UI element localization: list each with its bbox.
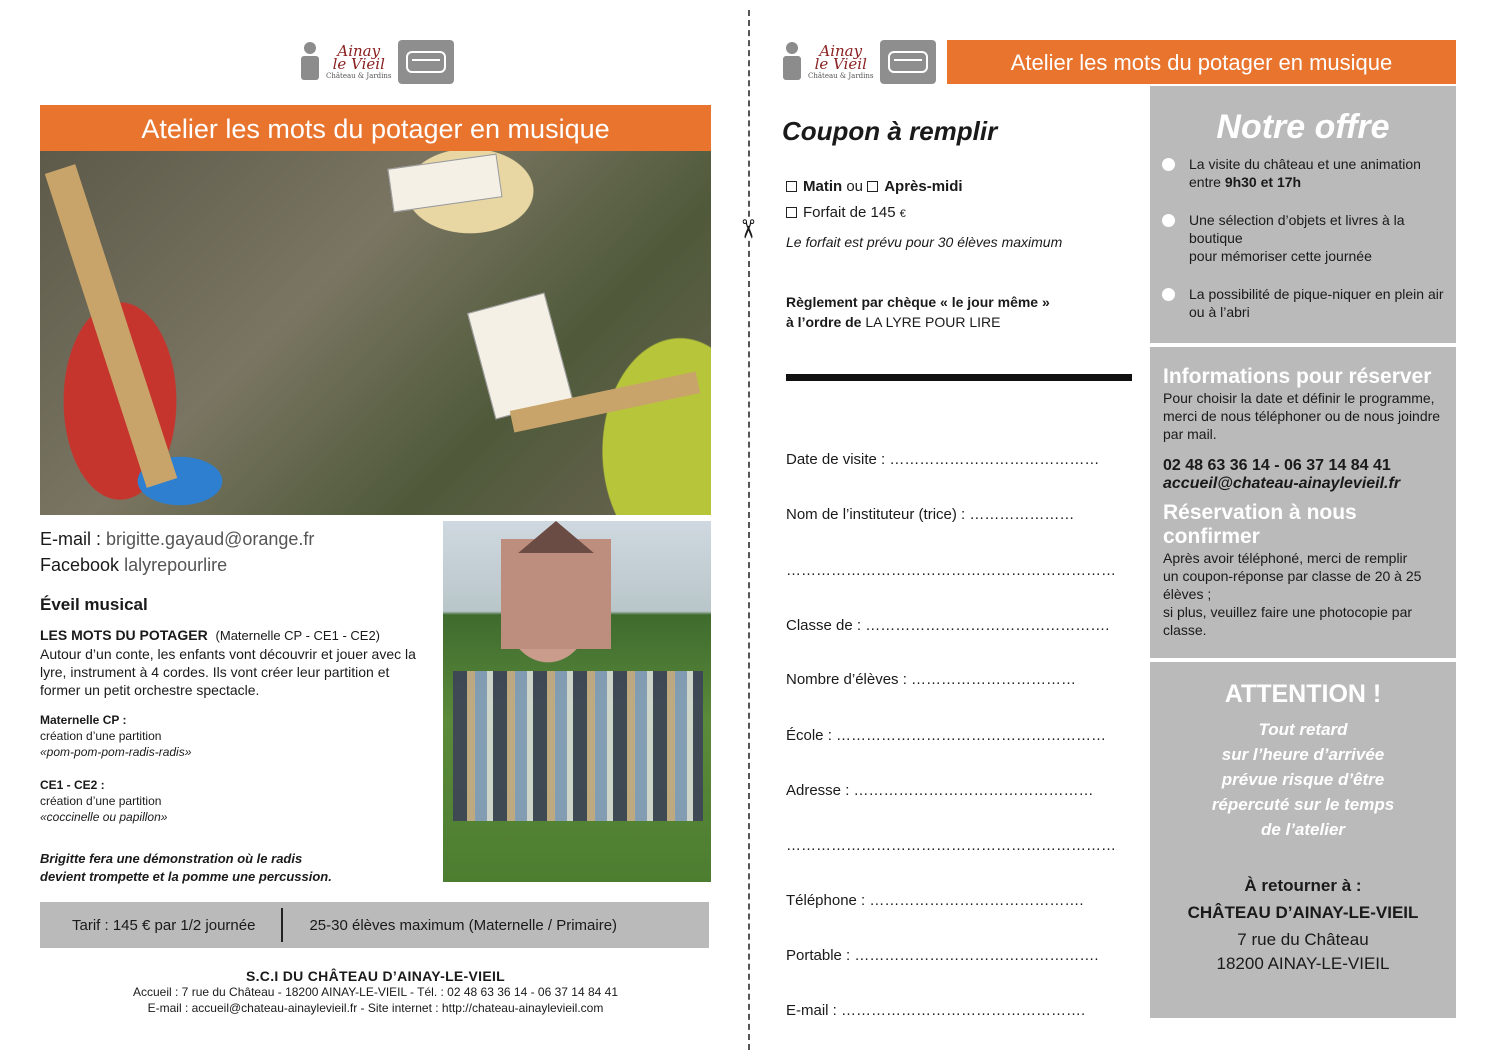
b2-a: Une sélection d’objets et livres à la boutique <box>1189 212 1405 246</box>
logo-figure-icon <box>300 42 320 82</box>
castle-icon <box>880 40 936 84</box>
field-date[interactable]: Date de visite : …………………………………… <box>786 451 1100 468</box>
logo-line2: le Vieil <box>332 55 385 74</box>
castle-icon <box>398 40 454 84</box>
field-nombre-eleves[interactable]: Nombre d’élèves : …………………………… <box>786 671 1077 688</box>
scissors-icon: ✂ <box>732 218 763 240</box>
logo-sub: Château & Jardins <box>808 71 874 80</box>
apres-midi-checkbox[interactable] <box>867 181 878 192</box>
facebook-label: Facebook <box>40 555 120 575</box>
b3-a: La possibilité de pique-niquer en plein air <box>1189 286 1444 302</box>
reglement-label: Règlement par chèque <box>786 294 937 310</box>
return-addr2: 18200 AINAY-LE-VIEIL <box>1216 954 1390 973</box>
mat-title: Maternelle CP : <box>40 713 127 727</box>
email-link[interactable]: brigitte.gayaud@orange.fr <box>106 529 315 549</box>
b3-b: ou à l’abri <box>1189 304 1250 320</box>
field-adresse[interactable]: Adresse : ………………………………………… <box>786 782 1094 799</box>
offer-item-boutique <box>1162 211 1456 265</box>
coupon-title: Coupon à remplir <box>782 116 998 146</box>
return-title: À retourner à : <box>1244 876 1362 895</box>
field-portable[interactable]: Portable : …………………………………………. <box>786 947 1099 964</box>
reservation-text <box>1163 549 1446 639</box>
field-adresse-cont[interactable]: ………………………………………………………… <box>786 837 1116 854</box>
return-name: CHÂTEAU D’AINAY-LE-VIEIL <box>1187 903 1419 922</box>
res-line2: un coupon-réponse par classe de 20 à 25 élèves ; <box>1163 568 1422 602</box>
apres-midi-label: Après-midi <box>884 178 963 195</box>
logo-text <box>808 41 874 80</box>
offer-panel <box>1150 86 1456 343</box>
forfait-label: Forfait de 145 <box>803 204 896 221</box>
children-group <box>453 671 703 821</box>
castle-tower <box>501 539 611 649</box>
b1-a: La visite du château et une animation <box>1189 156 1421 172</box>
logo-line2: le Vieil <box>814 55 867 74</box>
lyre-wood <box>45 164 177 488</box>
res-line1: Après avoir téléphoné, merci de remplir <box>1163 550 1408 566</box>
tarif-text: Tarif : 145 € par 1/2 journée <box>72 916 256 934</box>
info-text: Pour choisir la date et définir le programme, merci de nous téléphoner ou de nous joindre par mail. <box>1163 390 1441 442</box>
footer-line1: Accueil : 7 rue du Château - 18200 AINAY-LE-VIEIL - Tél. : 02 48 63 36 14 - 06 37 14 84 41 <box>133 985 618 999</box>
email-label: E-mail : <box>40 529 102 549</box>
demo-block <box>40 850 332 886</box>
offer-item-visite <box>1162 155 1456 191</box>
forfait-note: Le forfait est prévu pour 30 élèves maximum <box>786 234 1063 250</box>
attention-panel <box>1150 662 1456 1018</box>
coupon-banner: Atelier les mots du potager en musique <box>947 40 1456 84</box>
footer-line2: E-mail : accueil@chateau-ainaylevieil.fr - Site internet : http://chateau-ainaylevieil.com <box>147 1001 604 1015</box>
b2-b: pour mémoriser cette journée <box>1189 248 1372 264</box>
ce-block <box>40 777 167 825</box>
reglement-jour: « le jour même » <box>940 294 1050 310</box>
bullet-icon <box>1162 288 1175 301</box>
field-instituteur[interactable]: Nom de l’instituteur (trice) : ………………… <box>786 506 1075 523</box>
field-email[interactable]: E-mail : …………………………………………. <box>786 1002 1086 1019</box>
logo-left <box>300 40 454 84</box>
program-desc: Autour d’un conte, les enfants vont découvrir et jouer avec la lyre, instrument à 4 cordes. Ils vont créer leur partition et former un petit orchestre spectacle. <box>40 646 416 698</box>
att-line3: prévue risque d’être <box>1221 770 1385 789</box>
cut-line <box>748 10 750 1050</box>
reservation-title: Réservation à nous confirmer <box>1163 501 1357 548</box>
maternelle-block <box>40 712 191 760</box>
ou-label: ou <box>846 178 864 195</box>
return-address <box>1150 872 1456 975</box>
demo-line1: Brigitte fera une démonstration où le radis <box>40 851 303 866</box>
info-panel <box>1150 347 1456 658</box>
logo-line1: Ainay <box>819 41 863 60</box>
facebook-link[interactable]: lalyrepourlire <box>124 555 228 575</box>
mat-line: création d’une partition <box>40 729 162 743</box>
demo-line2: devient trompette et la pomme une percussion. <box>40 869 332 884</box>
att-line2: sur l’heure d’arrivée <box>1221 745 1385 764</box>
castle-photo <box>443 521 711 882</box>
ordre-label: à l’ordre de <box>786 314 862 330</box>
footer <box>40 968 711 1016</box>
coupon-rule <box>786 374 1132 381</box>
matin-label: Matin <box>803 178 843 195</box>
return-addr1: 7 rue du Château <box>1237 930 1369 949</box>
field-classe[interactable]: Classe de : …………………………………………. <box>786 617 1110 634</box>
logo-right <box>782 40 936 84</box>
attention-text <box>1150 717 1456 842</box>
logo-figure-icon <box>782 42 802 82</box>
coupon-options <box>786 174 1062 255</box>
field-ecole[interactable]: École : ……………………………………………… <box>786 727 1107 744</box>
bullet-icon <box>1162 158 1175 171</box>
forfait-unit: € <box>899 208 906 220</box>
att-line4: répercuté sur le temps <box>1211 795 1395 814</box>
contact-block <box>40 526 314 578</box>
phone-numbers[interactable]: 02 48 63 36 14 - 06 37 14 84 41 <box>1163 457 1391 474</box>
left-banner: Atelier les mots du potager en musique <box>40 105 711 151</box>
ce-line: création d’une partition <box>40 794 162 808</box>
logo-text <box>326 41 392 80</box>
field-instituteur-cont[interactable]: ………………………………………………………… <box>786 562 1116 579</box>
reglement-block <box>786 292 1050 332</box>
offer-title: Notre offre <box>1216 108 1390 146</box>
attention-title: ATTENTION ! <box>1224 680 1382 708</box>
ce-title: CE1 - CE2 : <box>40 778 105 792</box>
mat-song: «pom-pom-pom-radis-radis» <box>40 745 192 759</box>
res-line3: si plus, veuillez faire une photocopie par classe. <box>1163 604 1413 638</box>
b1-c: 9h30 et 17h <box>1224 174 1302 190</box>
offer-item-pique-nique <box>1162 285 1456 321</box>
logo-sub: Château & Jardins <box>326 71 392 80</box>
contact-email[interactable]: accueil@chateau-ainaylevieil.fr <box>1163 475 1401 492</box>
children-lyre-photo <box>40 151 711 515</box>
section-title: Éveil musical <box>40 595 148 614</box>
program-levels: (Maternelle CP - CE1 - CE2) <box>215 628 381 643</box>
bullet-icon <box>1162 214 1175 227</box>
logo-line1: Ainay <box>337 41 381 60</box>
footer-title: S.C.I DU CHÂTEAU D’AINAY-LE-VIEIL <box>245 968 506 984</box>
butterfly-card <box>387 154 502 213</box>
program-title: LES MOTS DU POTAGER <box>40 627 208 643</box>
program-block <box>40 626 432 699</box>
att-line1: Tout retard <box>1258 720 1348 739</box>
tarif-bar <box>40 902 709 948</box>
eleves-text: 25-30 élèves maximum (Maternelle / Primaire) <box>309 916 618 934</box>
ordre-value: LA LYRE POUR LIRE <box>865 314 1001 330</box>
forfait-checkbox[interactable] <box>786 207 797 218</box>
info-title: Informations pour réserver <box>1163 365 1432 388</box>
b1-b: entre <box>1189 174 1221 190</box>
tarif-separator <box>281 908 283 942</box>
ce-song: «coccinelle ou papillon» <box>40 810 168 824</box>
matin-checkbox[interactable] <box>786 181 797 192</box>
att-line5: de l’atelier <box>1260 820 1346 839</box>
field-telephone[interactable]: Téléphone : ……………………………………. <box>786 892 1084 909</box>
